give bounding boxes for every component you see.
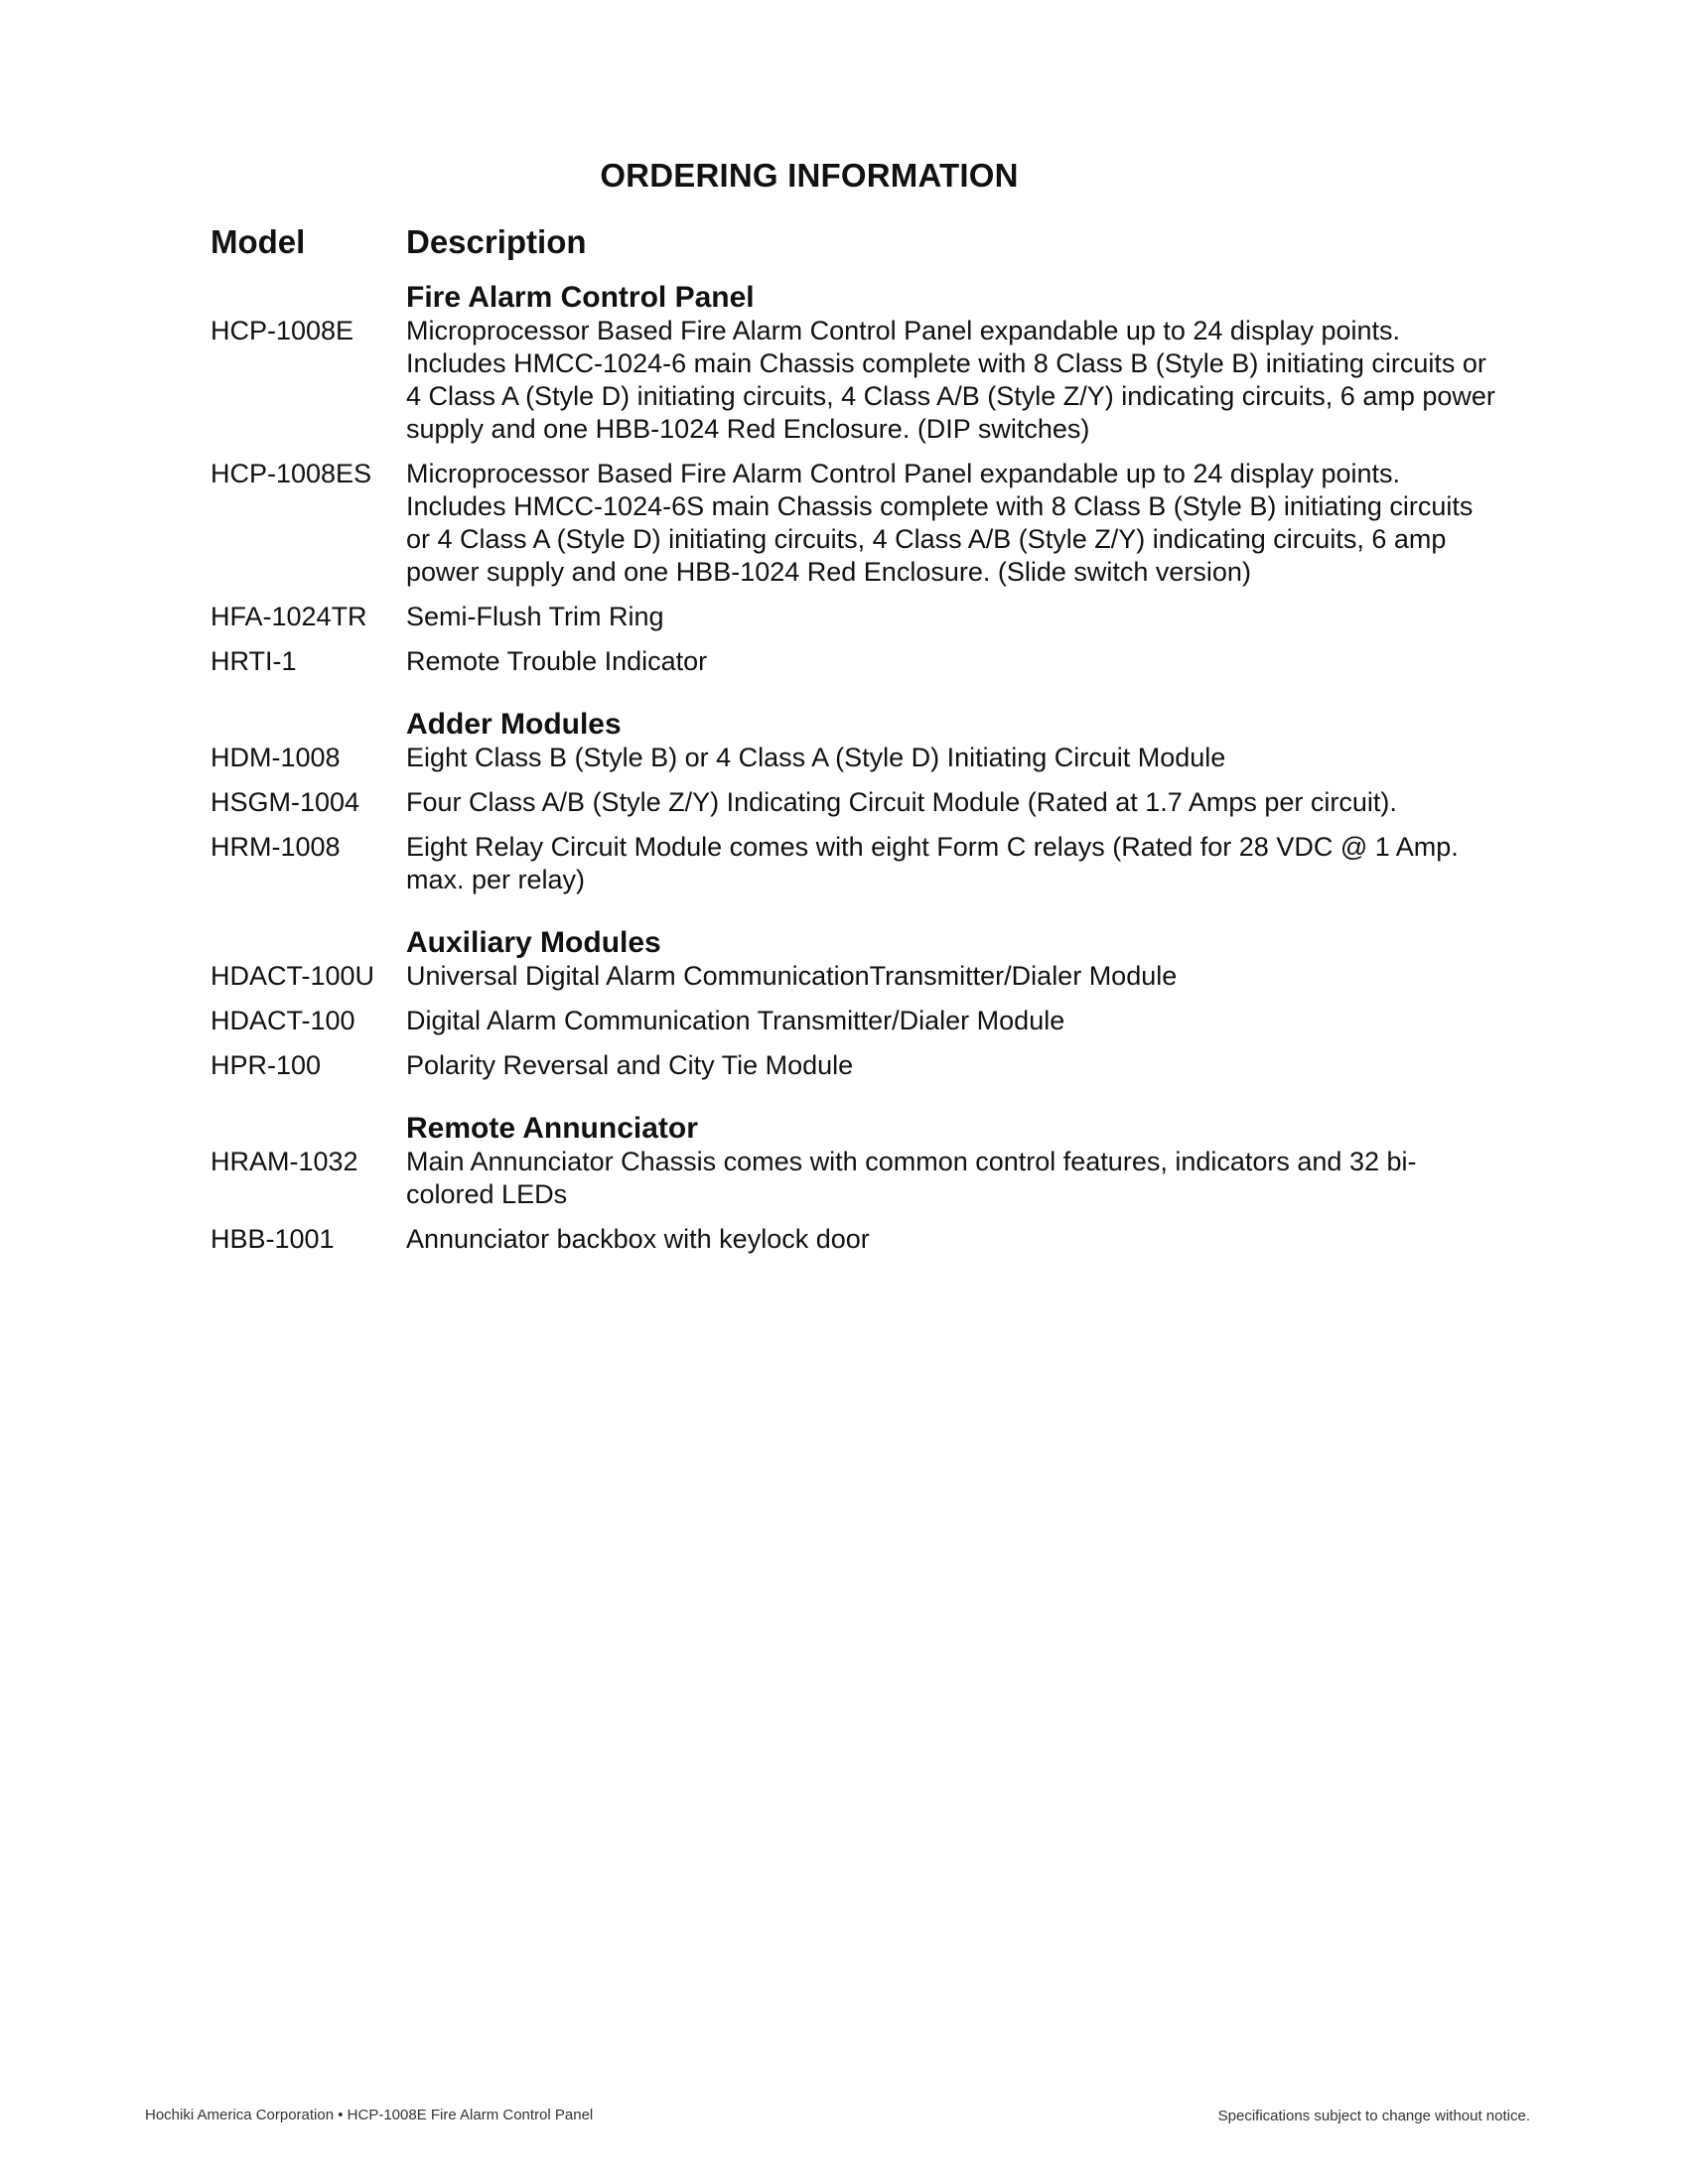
table-row — [211, 1049, 1501, 1082]
model-cell: HRM-1008 — [211, 832, 341, 862]
page-title: ORDERING INFORMATION — [600, 157, 1019, 194]
description-cell: Four Class A/B (Style Z/Y) Indicating Circuit Module (Rated at 1.7 Amps per circuit). — [406, 787, 1397, 817]
model-column-header: Model — [211, 223, 306, 260]
model-cell: HRAM-1032 — [211, 1147, 358, 1176]
model-cell: HFA-1024TR — [211, 602, 367, 631]
table-row — [211, 601, 1501, 633]
ordering-table — [211, 223, 1501, 1268]
table-row — [211, 1146, 1501, 1211]
table-row — [211, 960, 1501, 993]
description-cell: Microprocessor Based Fire Alarm Control Panel expandable up to 24 display points. Includes HMCC-1024-6S main Chassis complete with 8 Class B (Style B) initiating circuits or 4 Class A (Style D) initiating circuits, 4 Class A/B (Style Z/Y) indicating circuits, 6 amp power supply and one HBB-1024 Red Enclosure. (Slide switch version) — [406, 459, 1474, 587]
model-cell: HDM-1008 — [211, 743, 341, 772]
description-cell: Eight Relay Circuit Module comes with eight Form C relays (Rated for 28 VDC @ 1 Amp. max. per relay) — [406, 832, 1459, 894]
section-auxiliary-modules — [211, 926, 1501, 1082]
section-title: Fire Alarm Control Panel — [406, 281, 755, 314]
section-title: Adder Modules — [406, 708, 622, 741]
table-row — [211, 458, 1501, 589]
description-cell: Eight Class B (Style B) or 4 Class A (Style D) Initiating Circuit Module — [406, 743, 1226, 772]
model-cell: HBB-1001 — [211, 1224, 335, 1254]
model-cell: HCP-1008ES — [211, 459, 372, 488]
description-cell: Universal Digital Alarm CommunicationTransmitter/Dialer Module — [406, 961, 1178, 991]
model-cell: HDACT-100U — [211, 961, 375, 991]
footer-disclaimer-text: Specifications subject to change without notice. — [1217, 2108, 1530, 2124]
description-cell: Main Annunciator Chassis comes with common control features, indicators and 32 bi-colored LEDs — [406, 1147, 1417, 1209]
table-row — [211, 1005, 1501, 1037]
table-row — [211, 742, 1501, 774]
model-cell: HRTI-1 — [211, 646, 297, 676]
table-row — [211, 786, 1501, 819]
section-adder-modules — [211, 708, 1501, 896]
description-cell: Microprocessor Based Fire Alarm Control Panel expandable up to 24 display points. Includes HMCC-1024-6 main Chassis complete with 8 Class B (Style B) initiating circuits or 4 Class A (Style D) initiating circuits, 4 Class A/B (Style Z/Y) indicating circuits, 6 amp power supply and one HBB-1024 Red Enclosure. (DIP switches) — [406, 316, 1495, 444]
table-header — [211, 223, 1501, 277]
description-cell: Remote Trouble Indicator — [406, 646, 708, 676]
section-remote-annunciator — [211, 1112, 1501, 1256]
footer-company-text: Hochiki America Corporation • HCP-1008E Fire Alarm Control Panel — [145, 2107, 594, 2123]
section-title: Auxiliary Modules — [406, 926, 661, 959]
table-row — [211, 315, 1501, 446]
description-cell: Digital Alarm Communication Transmitter/Dialer Module — [406, 1006, 1065, 1035]
model-cell: HDACT-100 — [211, 1006, 355, 1035]
description-cell: Polarity Reversal and City Tie Module — [406, 1050, 854, 1080]
description-cell: Annunciator backbox with keylock door — [406, 1224, 870, 1254]
section-title: Remote Annunciator — [406, 1112, 698, 1145]
table-row — [211, 831, 1501, 896]
model-cell: HPR-100 — [211, 1050, 322, 1080]
section-fire-alarm-control-panel — [211, 281, 1501, 678]
model-cell: HSGM-1004 — [211, 787, 360, 817]
table-row — [211, 1223, 1501, 1256]
table-row — [211, 645, 1501, 678]
model-cell: HCP-1008E — [211, 316, 354, 345]
description-cell: Semi-Flush Trim Ring — [406, 602, 664, 631]
description-column-header: Description — [406, 223, 587, 260]
